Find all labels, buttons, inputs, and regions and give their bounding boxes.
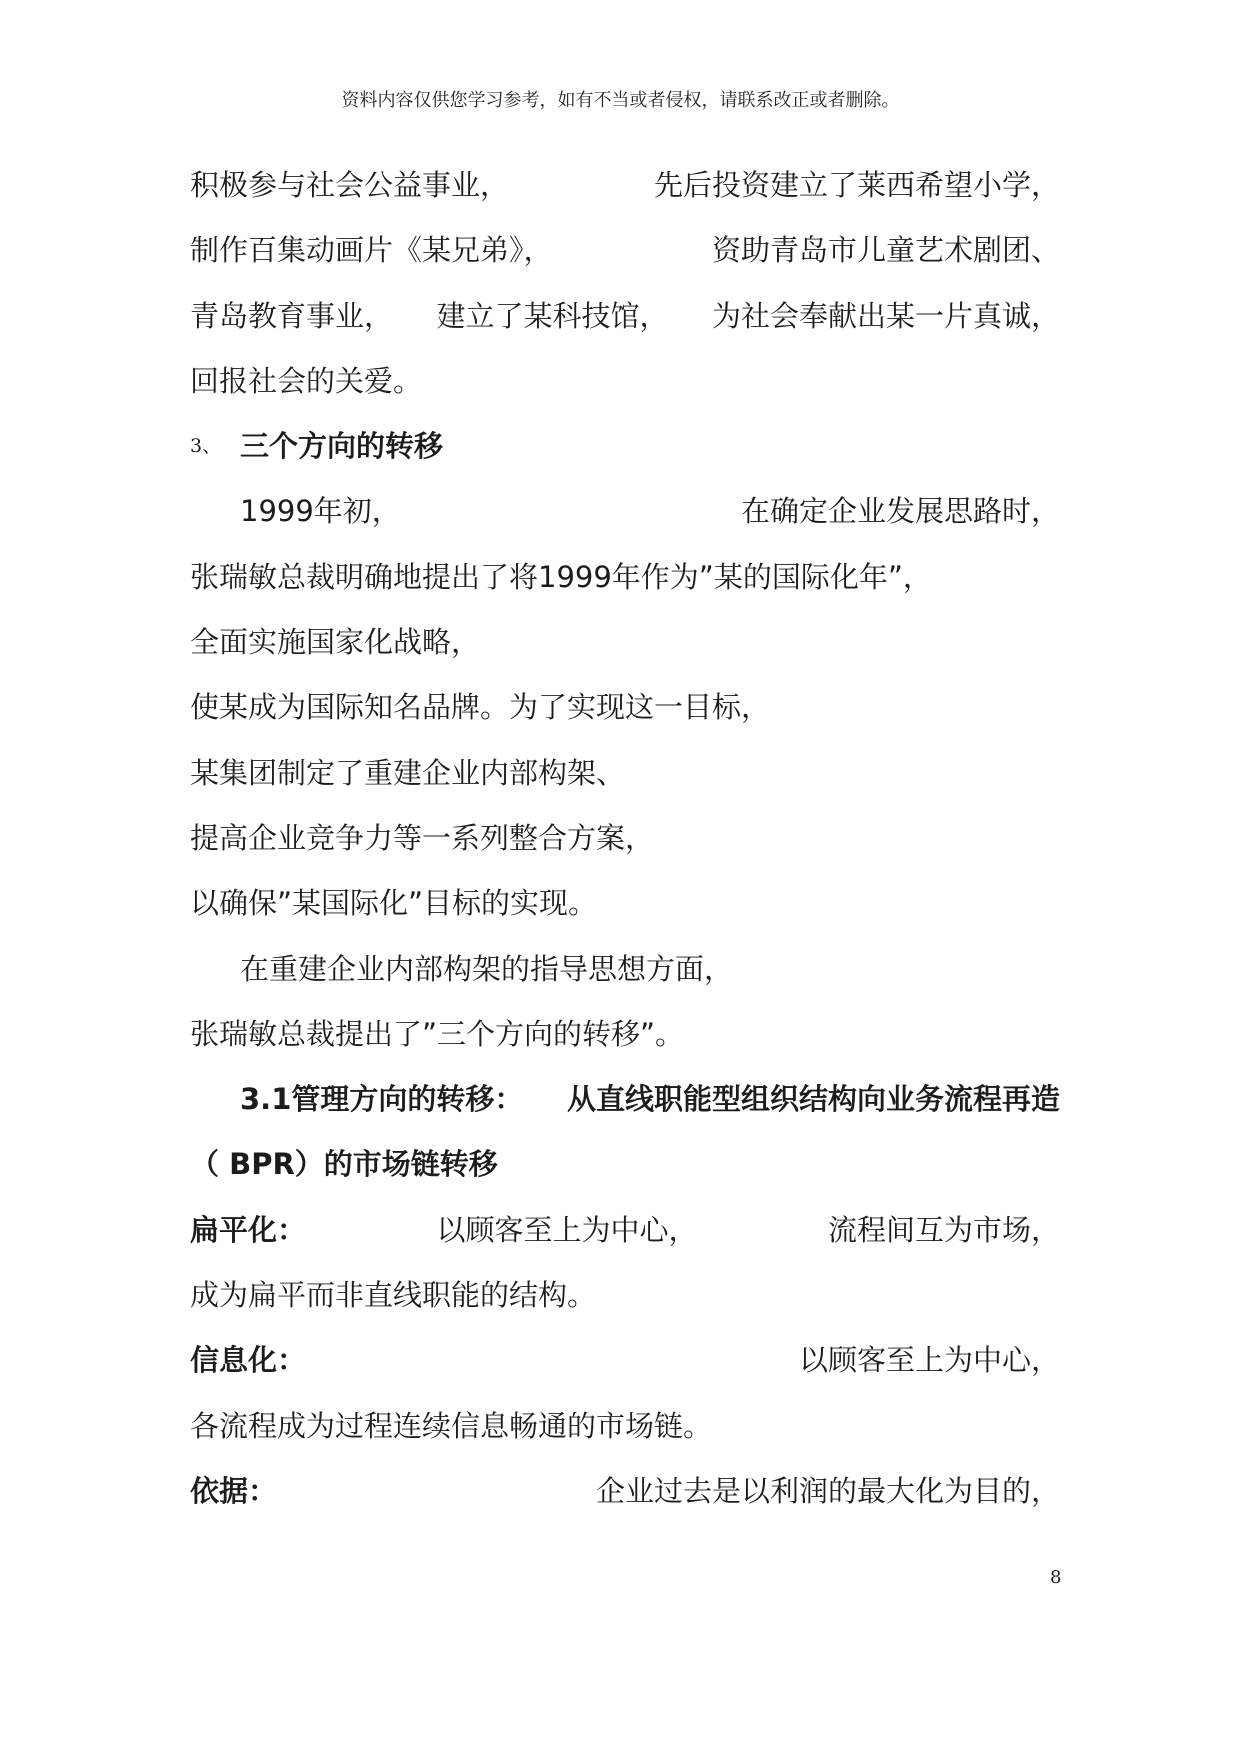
body-line [190,1263,1060,1328]
line-segment: 企业过去是以利润的最大化为目的， [595,1473,1060,1508]
subsection-heading [190,1067,1060,1132]
subsection-heading [190,1132,1060,1197]
line-segment: 建立了某科技馆， [436,298,669,333]
line-segment: 资助青岛市儿童艺术剧团、 [711,233,1060,268]
line-segment: 某集团制定了重建企业内部构架、 [190,755,626,790]
body-text [190,153,1060,1524]
body-line [190,610,1060,675]
line-segment: 各流程成为过程连续信息畅通的市场链。 [190,1408,713,1443]
line-segment: 全面实施国家化战略， [190,625,481,660]
header-notice: 资料内容仅供您学习参考，如有不当或者侵权，请联系改正或者删除。 [341,90,900,111]
body-line [190,1394,1060,1459]
subsection-heading-part: 从直线职能型组织结构向业务流程再造 [566,1082,1060,1117]
line-segment: 张瑞敏总裁提出了”三个方向的转移”。 [190,1016,685,1051]
body-line [190,545,1060,610]
definition-term: 信息化： [190,1343,307,1378]
line-segment: 1999年初， [240,494,401,529]
subsection-heading-part: 3.1管理方向的转移： [240,1082,524,1117]
definition-line [190,1459,1060,1524]
line-segment: 先后投资建立了莱西希望小学， [653,168,1060,202]
body-line [190,1002,1060,1067]
line-segment: 制作百集动画片《某兄弟》， [190,233,553,268]
line-segment: 提高企业竞争力等一系列整合方案， [190,820,655,855]
section-title: 三个方向的转移 [240,429,444,464]
line-segment: 在确定企业发展思路时， [740,494,1060,529]
line-segment: 以顾客至上为中心， [798,1343,1060,1378]
body-line [190,871,1060,936]
line-segment: 以顾客至上为中心， [436,1212,698,1247]
line-segment: 回报社会的关爱。 [190,363,423,398]
line-segment: 积极参与社会公益事业， [190,168,510,202]
section-heading [190,414,1060,479]
definition-line [190,1198,1060,1263]
body-line [190,675,1060,740]
line-segment: 以确保”某国际化”目标的实现。 [190,886,598,921]
page-number: 8 [1050,1567,1062,1588]
line-segment: 为社会奉献出某一片真诚， [711,298,1060,333]
line-segment: 青岛教育事业， [190,298,394,333]
body-line [190,937,1060,1002]
body-line [190,741,1060,806]
line-segment: 成为扁平而非直线职能的结构。 [190,1278,597,1313]
line-segment: 张瑞敏总裁明确地提出了将1999年作为”某的国际化年”， [190,559,932,594]
definition-term: 扁平化： [190,1212,307,1247]
subsection-heading-part: （ BPR）的市场链转移 [190,1147,498,1182]
body-line [190,479,1060,544]
line-segment: 流程间互为市场， [827,1212,1060,1247]
body-line [190,284,1060,349]
body-line [190,806,1060,871]
body-line [190,153,1060,218]
section-number: 3、 [190,435,222,458]
body-line [190,349,1060,414]
line-segment: 使某成为国际知名品牌。为了实现这一目标， [190,690,771,725]
definition-term: 依据： [190,1473,278,1508]
body-line [190,218,1060,283]
line-segment: 在重建企业内部构架的指导思想方面， [240,951,734,986]
definition-line [190,1328,1060,1393]
